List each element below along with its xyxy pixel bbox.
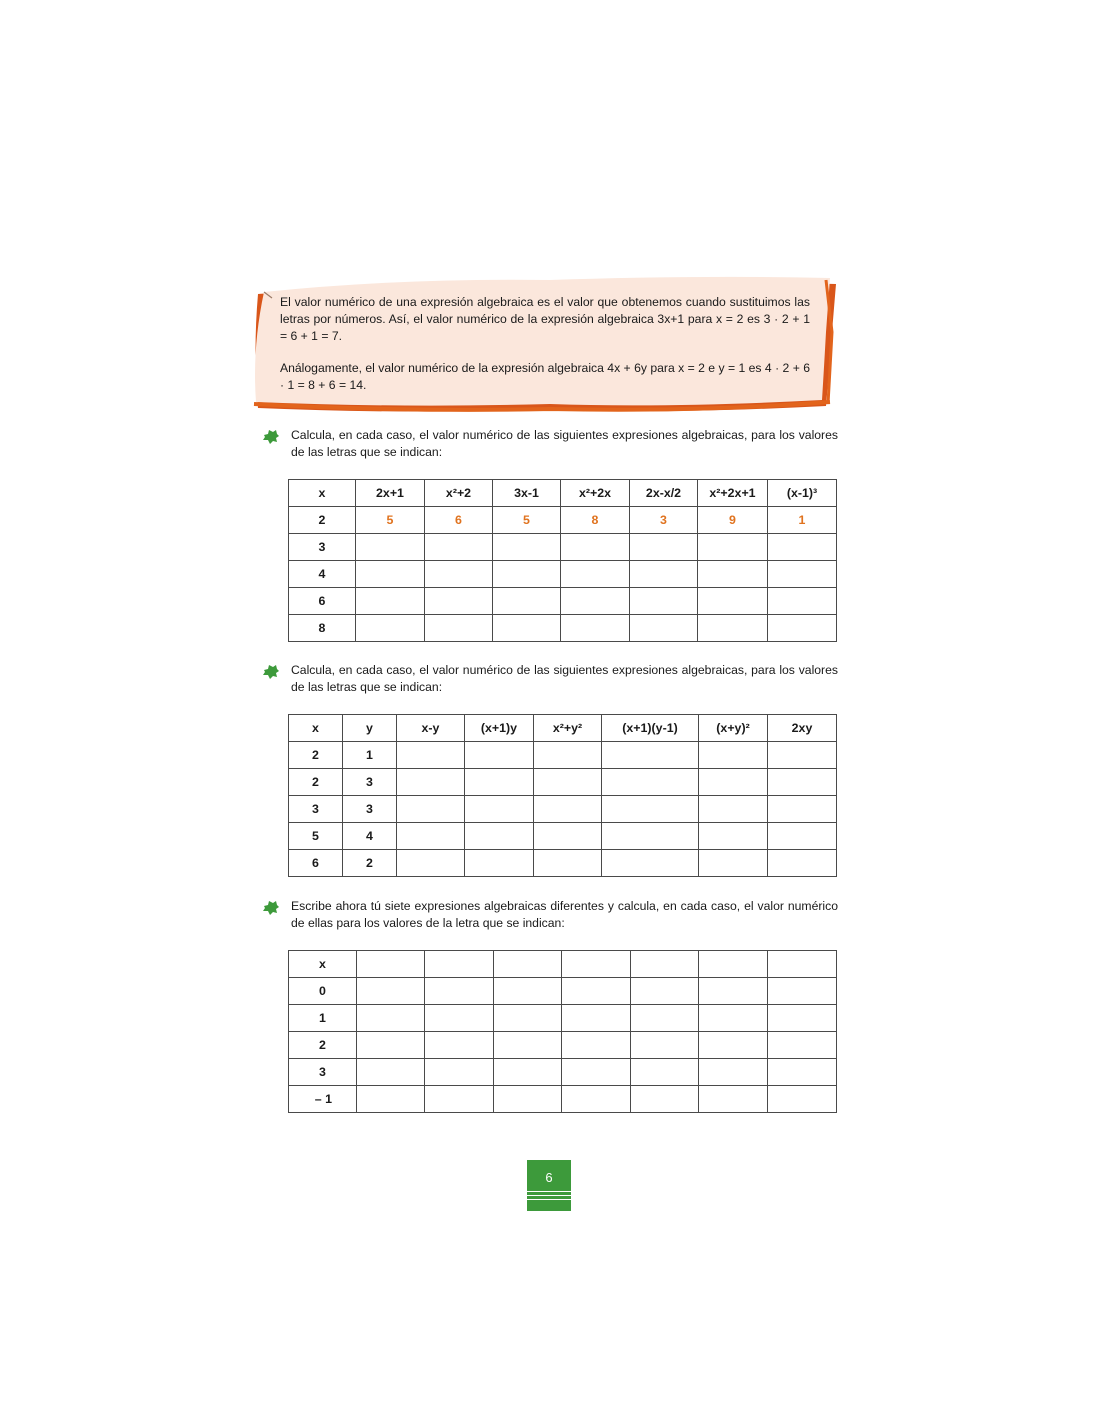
empty-answer-cell[interactable] bbox=[699, 1032, 768, 1059]
empty-answer-cell[interactable] bbox=[493, 615, 561, 642]
table-row bbox=[289, 850, 837, 877]
green-puzzle-piece-icon bbox=[262, 900, 280, 916]
header-cell: x²+y² bbox=[534, 715, 602, 742]
empty-answer-cell[interactable] bbox=[425, 978, 494, 1005]
empty-answer-cell[interactable] bbox=[768, 742, 837, 769]
empty-answer-cell[interactable] bbox=[699, 769, 768, 796]
green-puzzle-piece-icon bbox=[262, 429, 280, 445]
page-number-stripe bbox=[527, 1195, 571, 1196]
note-paragraph-2: Análogamente, el valor numérico de la expresión algebraica 4x + 6y para x = 2 e y = 1 es 4 · 2 + 6 · 1 = 8 + 6 = 14. bbox=[280, 361, 810, 393]
empty-answer-cell[interactable] bbox=[698, 588, 768, 615]
exercise-3 bbox=[262, 898, 838, 932]
exercise-2-instruction: Calcula, en cada caso, el valor numérico de las siguientes expresiones algebraicas, para los valores de las letras que se indican: bbox=[291, 663, 838, 694]
header-cell: y bbox=[343, 715, 397, 742]
table-row bbox=[289, 796, 837, 823]
header-cell: 2x-x/2 bbox=[630, 480, 698, 507]
row-label-cell: 6 bbox=[289, 588, 356, 615]
empty-answer-cell[interactable] bbox=[494, 1086, 562, 1113]
empty-answer-cell[interactable] bbox=[493, 561, 561, 588]
empty-answer-cell[interactable] bbox=[699, 823, 768, 850]
table-row bbox=[289, 561, 837, 588]
empty-answer-cell[interactable] bbox=[357, 1059, 425, 1086]
empty-answer-cell[interactable] bbox=[425, 1032, 494, 1059]
empty-answer-cell[interactable] bbox=[534, 742, 602, 769]
empty-answer-cell[interactable] bbox=[465, 769, 534, 796]
empty-answer-cell[interactable] bbox=[602, 742, 699, 769]
row-label-cell: 8 bbox=[289, 615, 356, 642]
table-row bbox=[289, 615, 837, 642]
table-row bbox=[289, 769, 837, 796]
row-label-cell: 4 bbox=[343, 823, 397, 850]
header-cell: 2xy bbox=[768, 715, 837, 742]
empty-answer-cell[interactable] bbox=[768, 1032, 837, 1059]
empty-answer-cell[interactable] bbox=[562, 1032, 631, 1059]
empty-answer-cell[interactable] bbox=[768, 850, 837, 877]
empty-answer-cell[interactable] bbox=[534, 850, 602, 877]
empty-answer-cell[interactable] bbox=[397, 769, 465, 796]
empty-answer-cell[interactable] bbox=[768, 769, 837, 796]
empty-answer-cell[interactable] bbox=[631, 1059, 699, 1086]
header-cell: x-y bbox=[397, 715, 465, 742]
empty-answer-cell[interactable] bbox=[561, 534, 630, 561]
empty-answer-cell[interactable] bbox=[699, 850, 768, 877]
empty-answer-cell[interactable] bbox=[357, 1005, 425, 1032]
empty-answer-cell[interactable] bbox=[494, 978, 562, 1005]
empty-answer-cell[interactable] bbox=[534, 796, 602, 823]
empty-answer-cell[interactable] bbox=[465, 850, 534, 877]
empty-answer-cell[interactable] bbox=[768, 561, 837, 588]
empty-answer-cell[interactable] bbox=[699, 742, 768, 769]
empty-answer-cell[interactable] bbox=[768, 615, 837, 642]
empty-answer-cell[interactable] bbox=[425, 1059, 494, 1086]
header-cell: x²+2x+1 bbox=[698, 480, 768, 507]
empty-answer-cell[interactable] bbox=[602, 823, 699, 850]
table-row bbox=[289, 1059, 837, 1086]
empty-answer-cell[interactable] bbox=[465, 796, 534, 823]
header-cell: x bbox=[289, 715, 343, 742]
intro-note-box bbox=[250, 272, 842, 418]
empty-header-cell[interactable] bbox=[357, 951, 425, 978]
answer-cell: 3 bbox=[630, 507, 698, 534]
empty-answer-cell[interactable] bbox=[562, 1005, 631, 1032]
table-row bbox=[289, 1086, 837, 1113]
empty-answer-cell[interactable] bbox=[630, 561, 698, 588]
empty-header-cell[interactable] bbox=[494, 951, 562, 978]
empty-answer-cell[interactable] bbox=[562, 1059, 631, 1086]
empty-answer-cell[interactable] bbox=[768, 796, 837, 823]
empty-answer-cell[interactable] bbox=[425, 1086, 494, 1113]
empty-answer-cell[interactable] bbox=[425, 615, 493, 642]
row-label-cell: 0 bbox=[289, 978, 357, 1005]
empty-answer-cell[interactable] bbox=[631, 1086, 699, 1113]
empty-answer-cell[interactable] bbox=[768, 1005, 837, 1032]
row-label-cell: 5 bbox=[289, 823, 343, 850]
empty-header-cell[interactable] bbox=[631, 951, 699, 978]
header-cell: (x+y)² bbox=[699, 715, 768, 742]
answer-cell: 5 bbox=[356, 507, 425, 534]
empty-answer-cell[interactable] bbox=[602, 796, 699, 823]
empty-answer-cell[interactable] bbox=[357, 978, 425, 1005]
empty-answer-cell[interactable] bbox=[699, 796, 768, 823]
empty-answer-cell[interactable] bbox=[768, 534, 837, 561]
empty-answer-cell[interactable] bbox=[631, 978, 699, 1005]
empty-answer-cell[interactable] bbox=[768, 823, 837, 850]
empty-answer-cell[interactable] bbox=[465, 823, 534, 850]
empty-answer-cell[interactable] bbox=[631, 1032, 699, 1059]
answer-cell: 6 bbox=[425, 507, 493, 534]
header-cell: x²+2x bbox=[561, 480, 630, 507]
table-row bbox=[289, 507, 837, 534]
empty-answer-cell[interactable] bbox=[465, 742, 534, 769]
empty-answer-cell[interactable] bbox=[630, 615, 698, 642]
table-row bbox=[289, 1005, 837, 1032]
row-label-cell: 1 bbox=[289, 1005, 357, 1032]
header-cell: 2x+1 bbox=[356, 480, 425, 507]
row-label-cell: 2 bbox=[343, 850, 397, 877]
header-cell: (x+1)(y-1) bbox=[602, 715, 699, 742]
empty-answer-cell[interactable] bbox=[534, 823, 602, 850]
empty-answer-cell[interactable] bbox=[630, 534, 698, 561]
table-header-row bbox=[289, 951, 837, 978]
empty-answer-cell[interactable] bbox=[425, 588, 493, 615]
page-number: 6 bbox=[545, 1170, 553, 1185]
empty-answer-cell[interactable] bbox=[631, 1005, 699, 1032]
table-row bbox=[289, 1032, 837, 1059]
header-cell: (x+1)y bbox=[465, 715, 534, 742]
table-row bbox=[289, 742, 837, 769]
empty-header-cell[interactable] bbox=[425, 951, 494, 978]
empty-answer-cell[interactable] bbox=[562, 978, 631, 1005]
green-puzzle-piece-icon bbox=[262, 664, 280, 680]
empty-answer-cell[interactable] bbox=[357, 1086, 425, 1113]
exercise-1-instruction: Calcula, en cada caso, el valor numérico de las siguientes expresiones algebraicas, para los valores de las letras que se indican: bbox=[291, 428, 838, 459]
row-label-cell: 3 bbox=[343, 769, 397, 796]
row-label-cell: 2 bbox=[289, 769, 343, 796]
empty-answer-cell[interactable] bbox=[425, 1005, 494, 1032]
empty-header-cell[interactable] bbox=[562, 951, 631, 978]
empty-answer-cell[interactable] bbox=[493, 588, 561, 615]
header-cell: x bbox=[289, 951, 357, 978]
empty-answer-cell[interactable] bbox=[561, 561, 630, 588]
table-row bbox=[289, 534, 837, 561]
empty-answer-cell[interactable] bbox=[494, 1005, 562, 1032]
values-table-1 bbox=[288, 479, 837, 642]
empty-answer-cell[interactable] bbox=[699, 1005, 768, 1032]
empty-answer-cell[interactable] bbox=[699, 1086, 768, 1113]
empty-answer-cell[interactable] bbox=[768, 588, 837, 615]
empty-answer-cell[interactable] bbox=[397, 742, 465, 769]
header-cell: 3x-1 bbox=[493, 480, 561, 507]
answer-cell: 5 bbox=[493, 507, 561, 534]
table-header-row bbox=[289, 715, 837, 742]
row-label-cell: 6 bbox=[289, 850, 343, 877]
empty-header-cell[interactable] bbox=[699, 951, 768, 978]
row-label-cell: 2 bbox=[289, 1032, 357, 1059]
exercise-1 bbox=[262, 427, 838, 461]
row-label-cell: 2 bbox=[289, 742, 343, 769]
page-number-badge bbox=[527, 1160, 571, 1211]
table-row bbox=[289, 978, 837, 1005]
empty-answer-cell[interactable] bbox=[699, 978, 768, 1005]
empty-answer-cell[interactable] bbox=[356, 561, 425, 588]
empty-answer-cell[interactable] bbox=[534, 769, 602, 796]
table-header-row bbox=[289, 480, 837, 507]
empty-answer-cell[interactable] bbox=[561, 588, 630, 615]
empty-answer-cell[interactable] bbox=[425, 534, 493, 561]
empty-answer-cell[interactable] bbox=[356, 615, 425, 642]
empty-answer-cell[interactable] bbox=[397, 823, 465, 850]
header-cell: x bbox=[289, 480, 356, 507]
empty-answer-cell[interactable] bbox=[630, 588, 698, 615]
note-paragraph-1: El valor numérico de una expresión algebraica es el valor que obtenemos cuando sustituimos las letras por números. Así, el valor numérico de la expresión algebraica 3x+1 para x = 2 es 3 · 2 + 1 = 6 + 1 = 7. bbox=[280, 295, 810, 343]
row-label-cell: 2 bbox=[289, 507, 356, 534]
row-label-cell: 3 bbox=[289, 1059, 357, 1086]
empty-answer-cell[interactable] bbox=[425, 561, 493, 588]
note-text bbox=[280, 294, 810, 394]
values-table-2 bbox=[288, 714, 837, 877]
empty-answer-cell[interactable] bbox=[698, 534, 768, 561]
row-label-cell: 3 bbox=[343, 796, 397, 823]
empty-answer-cell[interactable] bbox=[602, 769, 699, 796]
empty-answer-cell[interactable] bbox=[562, 1086, 631, 1113]
header-cell: x²+2 bbox=[425, 480, 493, 507]
header-cell: (x-1)³ bbox=[768, 480, 837, 507]
page-number-stripe bbox=[527, 1191, 571, 1192]
empty-answer-cell[interactable] bbox=[561, 615, 630, 642]
row-label-cell: – 1 bbox=[289, 1086, 357, 1113]
row-label-cell: 3 bbox=[289, 534, 356, 561]
empty-answer-cell[interactable] bbox=[397, 850, 465, 877]
exercise-3-instruction: Escribe ahora tú siete expresiones algebraicas diferentes y calcula, en cada caso, el valor numérico de ellas para los valores de la letra que se indican: bbox=[291, 899, 838, 930]
answer-cell: 9 bbox=[698, 507, 768, 534]
row-label-cell: 4 bbox=[289, 561, 356, 588]
empty-answer-cell[interactable] bbox=[397, 796, 465, 823]
empty-answer-cell[interactable] bbox=[494, 1059, 562, 1086]
empty-answer-cell[interactable] bbox=[357, 1032, 425, 1059]
empty-answer-cell[interactable] bbox=[768, 1059, 837, 1086]
empty-answer-cell[interactable] bbox=[699, 1059, 768, 1086]
page-number-stripe bbox=[527, 1199, 571, 1200]
row-label-cell: 3 bbox=[289, 796, 343, 823]
row-label-cell: 1 bbox=[343, 742, 397, 769]
answer-cell: 8 bbox=[561, 507, 630, 534]
values-table-3 bbox=[288, 950, 837, 1113]
answer-cell: 1 bbox=[768, 507, 837, 534]
empty-answer-cell[interactable] bbox=[698, 615, 768, 642]
empty-answer-cell[interactable] bbox=[698, 561, 768, 588]
empty-answer-cell[interactable] bbox=[356, 534, 425, 561]
empty-answer-cell[interactable] bbox=[356, 588, 425, 615]
empty-answer-cell[interactable] bbox=[602, 850, 699, 877]
empty-header-cell[interactable] bbox=[768, 951, 837, 978]
table-row bbox=[289, 823, 837, 850]
exercise-2 bbox=[262, 662, 838, 696]
table-row bbox=[289, 588, 837, 615]
empty-answer-cell[interactable] bbox=[768, 978, 837, 1005]
empty-answer-cell[interactable] bbox=[494, 1032, 562, 1059]
empty-answer-cell[interactable] bbox=[768, 1086, 837, 1113]
empty-answer-cell[interactable] bbox=[493, 534, 561, 561]
